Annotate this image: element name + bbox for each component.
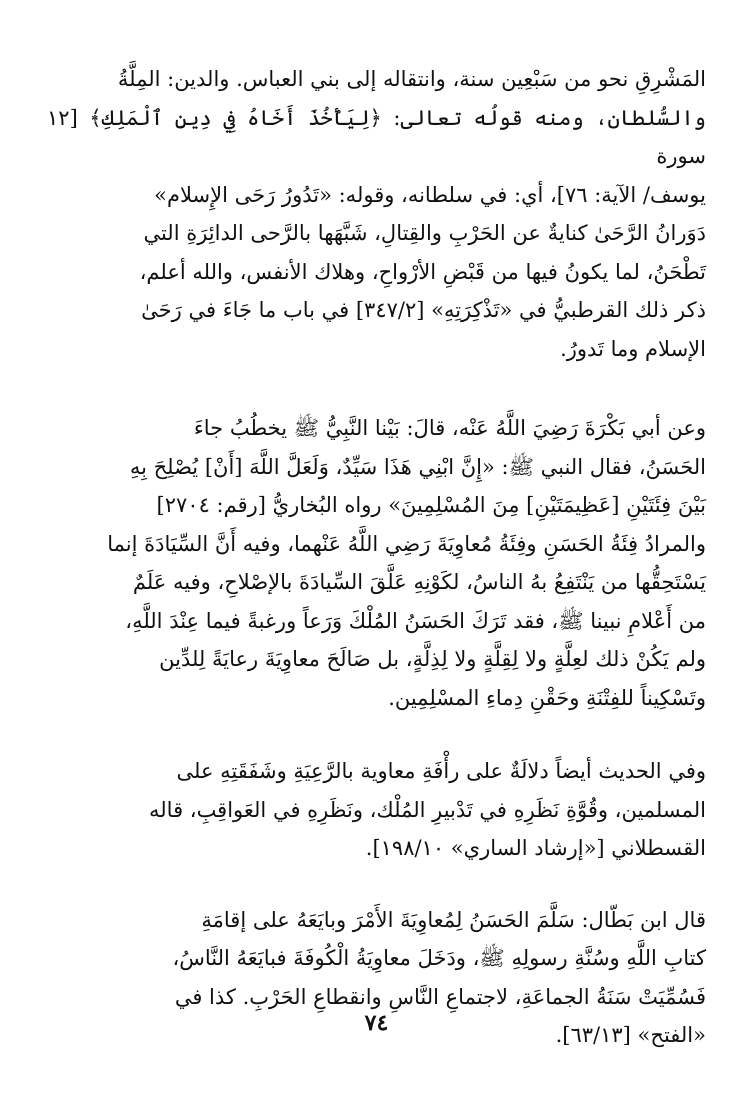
text-line: بَيْنَ فِئَتَيْنِ [عَظِيمَتَيْنِ] مِنَ المُسْلِمِينَ» رواه البُخاريُّ [رقم: ٢٧٠٤] bbox=[156, 493, 706, 517]
text-line: يوسف/ الآية: ٧٦]، أي: في سلطانه، وقوله: «تَدُورُ رَحَى الإِسلام» bbox=[154, 182, 706, 207]
text-line: وتَسْكِيناً للفِتْنَةِ وحَقْنِ دِماءِ المسْلِمِين. bbox=[388, 685, 706, 710]
text-line: والسُّلطان، ومنه قولُه تعالى: ﴿لِيَأْخُذَ أَخَاهُ فِي دِينِ ٱلْمَلِكِ﴾ [١٢ سورة bbox=[47, 105, 706, 168]
text-line: «الفتح» [٦٣/١٣]. bbox=[555, 1023, 706, 1047]
page-number: ٧٤ bbox=[364, 1010, 389, 1036]
text-line: فَسُمِّيَتْ سَنَةُ الجماعَةِ، لاجتماعِ النَّاسِ وانقطاعِ الحَرْبِ. كذا في bbox=[174, 984, 706, 1009]
text-line: المَشْرِقِ نحو من سَبْعِين سنة، وانتقاله إلى بني العباس. والدين: المِلَّةُ bbox=[117, 67, 706, 91]
text-line: والمرادُ فِئَةُ الحَسَنِ وفِئَةُ مُعاوِيَةَ رَضِي اللَّهُ عَنْهما، وفيه أَنَّ السِّيَادَةَ إنما bbox=[107, 531, 706, 556]
text-line: قال ابن بَطّال: سَلَّمَ الحَسَنُ لِمُعاوِيَةَ الأَمْرَ وبايَعَهُ على إقامَةِ bbox=[201, 907, 706, 932]
text-line: وفي الحديث أيضاً دلالَةٌ على رأْفَةِ معاوية بالرَّعِيَةِ وشَفَقَتِهِ على bbox=[176, 759, 706, 783]
text-line: القسطلاني [«إرشاد الساري» ١٩٨/١٠]. bbox=[365, 836, 706, 860]
text-line: الحَسَنُ، فقال النبي ﷺ: «إِنَّ ابْنِي هَذَا سَيِّدٌ، وَلَعَلَّ اللَّهَ [أَنْ] يُصْلِحَ بِهِ bbox=[129, 454, 706, 479]
text-line: تَطْحَنُ، لما يكونُ فيها من قَبْضِ الأرْواحِ، وهلاك الأنفس، والله أعلم، bbox=[139, 259, 706, 284]
text-line: ولم يَكُنْ ذلك لعِلَّةٍ ولا لِقِلَّةٍ ولا لِذِلَّةٍ، بل صَالَحَ معاوِيَةَ رعايَةً لِلدِّين bbox=[159, 647, 706, 671]
paragraph-3 bbox=[47, 752, 706, 868]
text-line: يَسْتَحِقُّها من يَنْتَفِعُ بهُ الناسُ، لكَوْنِهِ عَلَّقَ السِّيادَةَ بالإصْلاحِ، وفيه عَلَمٌ bbox=[132, 570, 706, 594]
paragraph-1 bbox=[47, 60, 706, 368]
text-line: من أَعْلامِ نبينا ﷺ، فقد تَرَكَ الحَسَنُ المُلْكَ وَرَعاً ورغبةً فيما عِنْدَ اللَّهِ، bbox=[125, 608, 706, 633]
text-line: دَوَرانُ الرَّحَىٰ كنايةٌ عن الحَرْبِ والقِتالِ، شَبَّهَها بالرَّحى الدائِرَةِ التي bbox=[143, 221, 706, 245]
text-line: الإسلام وما تَدورُ. bbox=[560, 336, 706, 361]
text-line: المسلمين، وقُوَّةِ نَظَرِهِ في تَدْبيرِ المُلْك، ونَظَرِهِ في العَواقِبِ، قاله bbox=[149, 797, 706, 822]
text-line: كتابِ اللَّهِ وسُنَّةِ رسولِهِ ﷺ، ودَخَلَ معاوِيَةُ الْكُوفَةَ فبايَعَهُ النَّاسُ، bbox=[172, 946, 706, 970]
text-line: ذكر ذلك القرطبيُّ في «تَذْكِرَتِهِ» [٣٤٧/٢] في باب ما جَاءَ في رَحَىٰ bbox=[141, 298, 706, 322]
paragraph-2 bbox=[47, 409, 706, 717]
text-line: وعن أبي بَكْرَةَ رَضِيَ اللَّهُ عَنْه، قالَ: بَيْنا النَّبِيُّ ﷺ يخطُبُ جاءَ bbox=[193, 416, 706, 440]
